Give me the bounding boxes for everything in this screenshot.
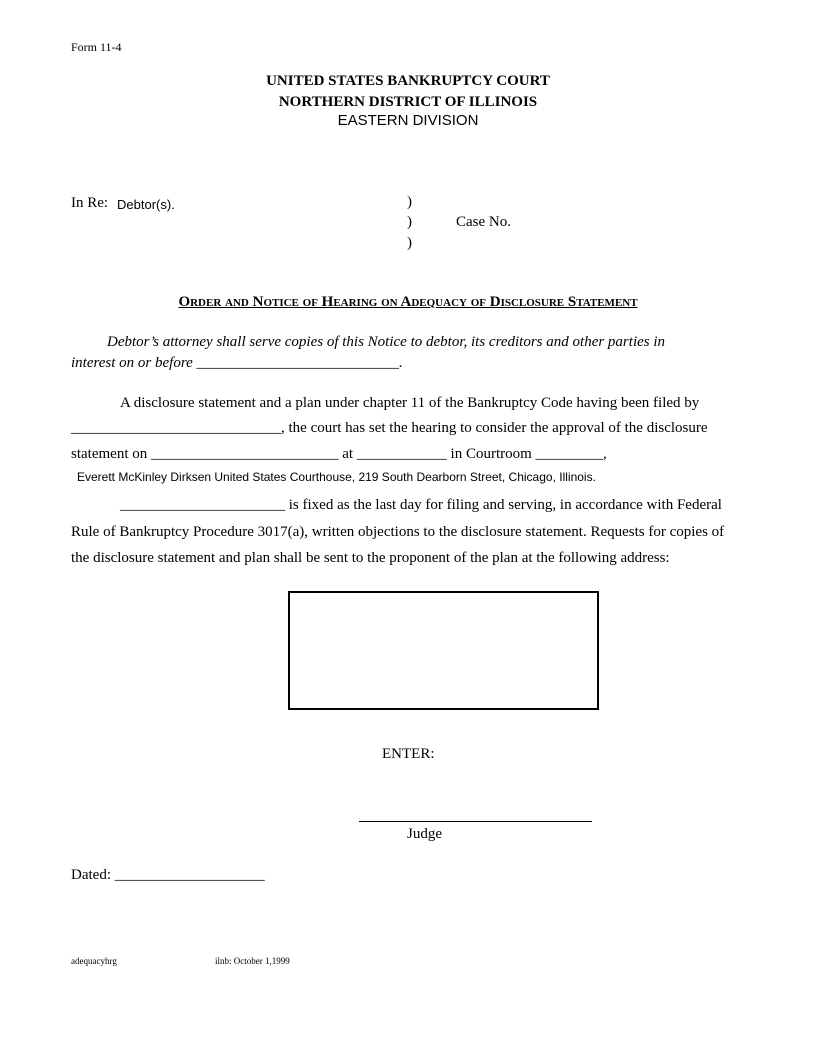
judge-label: Judge	[407, 826, 442, 842]
service-notice-line: interest on or before ___________________________.	[71, 355, 403, 371]
court-name: UNITED STATES BANKRUPTCY COURT	[266, 73, 550, 89]
objection-paragraph-line: Rule of Bankruptcy Procedure 3017(a), written objections to the disclosure statement. Requests for copies of	[71, 524, 725, 540]
caption-paren: )	[407, 214, 412, 230]
proponent-address-box[interactable]	[288, 591, 599, 710]
footer-revision-date: ilnb: October 1,1999	[215, 956, 290, 966]
order-title: Order and Notice of Hearing on Adequacy of Disclosure Statement	[178, 294, 638, 310]
caption-paren: )	[407, 194, 412, 210]
caption-paren: )	[407, 235, 412, 251]
hearing-paragraph-line: statement on _________________________ at ____________ in Courtroom _________,	[71, 446, 607, 462]
objection-paragraph-line: the disclosure statement and plan shall be sent to the proponent of the plan at the following address:	[71, 550, 670, 566]
judge-signature-line	[359, 821, 592, 822]
dated-line: Dated: ____________________	[71, 867, 265, 883]
division-name: EASTERN DIVISION	[337, 112, 479, 129]
courthouse-address: Everett McKinley Dirksen United States Courthouse, 219 South Dearborn Street, Chicago, Illinois.	[77, 470, 596, 484]
objection-paragraph-line: ______________________ is fixed as the last day for filing and serving, in accordance with Federal	[120, 497, 722, 513]
form-number: Form 11-4	[71, 40, 122, 54]
debtor-label: Debtor(s).	[117, 197, 175, 212]
in-re-label: In Re:	[71, 195, 109, 211]
case-number-label: Case No.	[456, 214, 511, 230]
hearing-paragraph-line: A disclosure statement and a plan under chapter 11 of the Bankruptcy Code having been filed by	[120, 395, 700, 411]
enter-label: ENTER:	[382, 746, 435, 762]
service-notice-line: Debtor’s attorney shall serve copies of this Notice to debtor, its creditors and other parties in	[107, 334, 666, 350]
district-name: NORTHERN DISTRICT OF ILLINOIS	[278, 94, 538, 110]
hearing-paragraph-line: ____________________________, the court has set the hearing to consider the approval of the disclosure	[71, 420, 708, 436]
footer-form-code: adequacyhrg	[71, 956, 117, 966]
